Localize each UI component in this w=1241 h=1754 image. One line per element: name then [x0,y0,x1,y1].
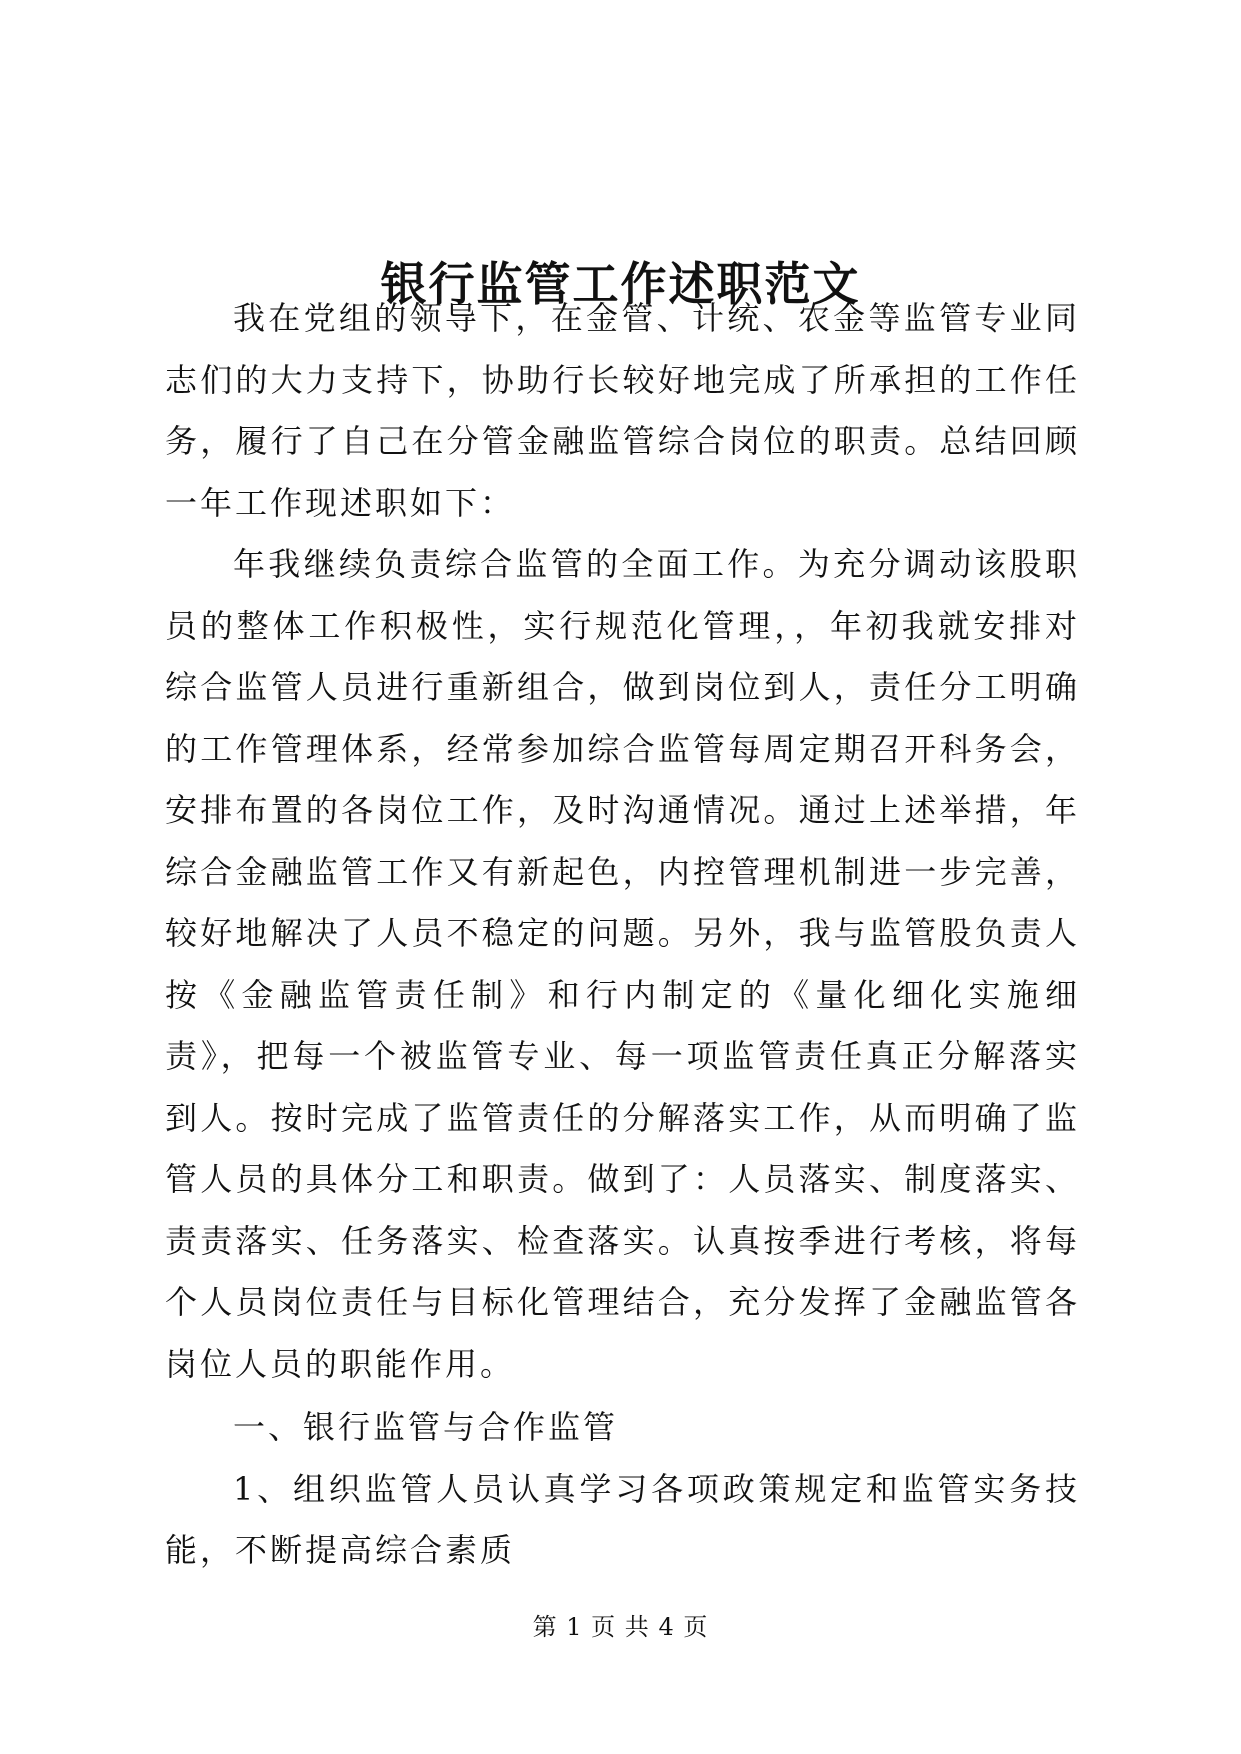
paragraph-item-1: 1、组织监管人员认真学习各项政策规定和监管实务技能，不断提高综合素质 [165,1469,1080,1569]
paragraph-intro: 我在党组的领导下，在金管、计统、农金等监管专业同志们的大力支持下，协助行长较好地完成了所承担的工作任务，履行了自己在分管金融监管综合岗位的职责。总结回顾一年工作现述职如下： [165,299,1080,522]
document-body [165,288,1080,1582]
section-heading: 一、银行监管与合作监管 [233,1408,619,1446]
paragraph-main: 年我继续负责综合监管的全面工作。为充分调动该股职员的整体工作积极性，实行规范化管理，，年初我就安排对综合监管人员进行重新组合，做到岗位到人，责任分工明确的工作管理体系，经常参加综合监管每周定期召开科务会，安排布置的各岗位工作，及时沟通情况。通过上述举措，年综合金融监管工作又有新起色，内控管理机制进一步完善，较好地解决了人员不稳定的问题。另外，我与监管股负责人按《金融监管责任制》和行内制定的《量化细化实施细责》，把每一个被监管专业、每一项监管责任真正分解落实到人。按时完成了监管责任的分解落实工作，从而明确了监管人员的具体分工和职责。做到了：人员落实、制度落实、责责落实、任务落实、检查落实。认真按季进行考核，将每个人员岗位责任与目标化管理结合，充分发挥了金融监管各岗位人员的职能作用。 [165,545,1080,1383]
document-title: 银行监管工作述职范文 [380,256,861,311]
page-number-footer: 第 1 页 共 4 页 [532,1613,709,1641]
